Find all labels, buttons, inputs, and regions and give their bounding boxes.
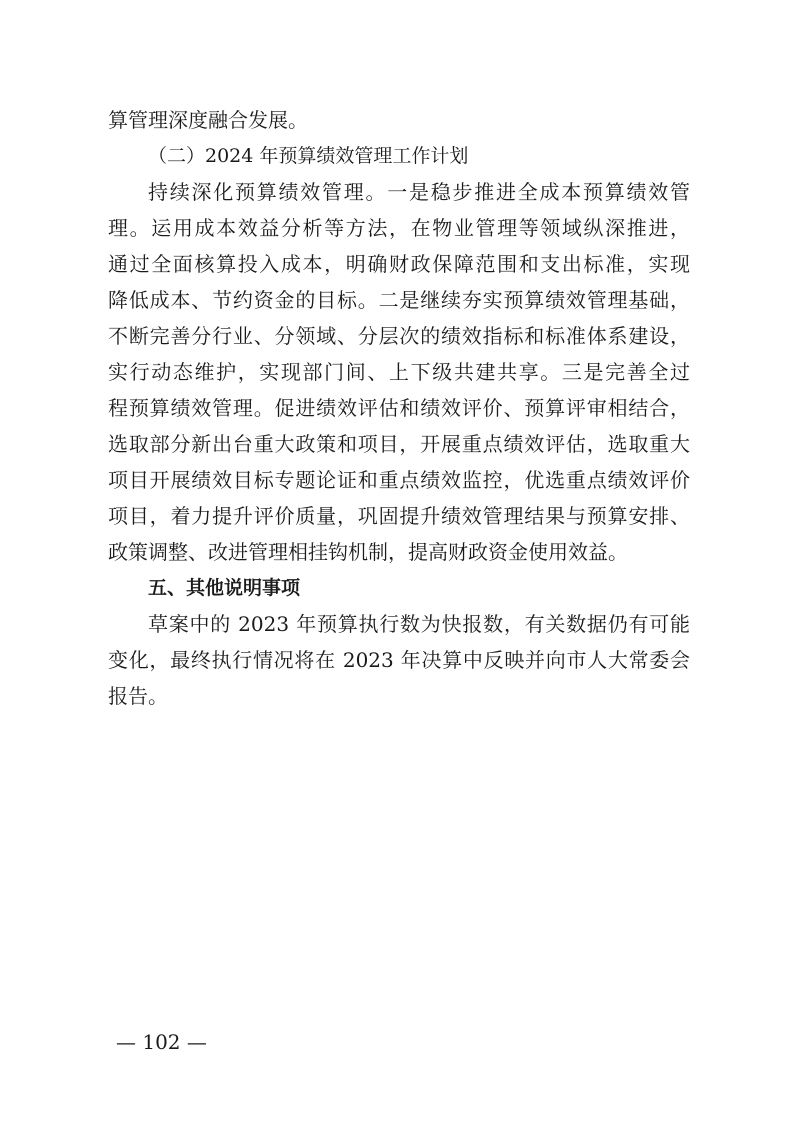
text-line-8: 实行动态维护，实现部门间、上下级共建共享。三是完善全过: [108, 360, 690, 384]
text-line-6: 降低成本、节约资金的目标。二是继续夯实预算绩效管理基础，: [108, 288, 690, 312]
sub-heading-2024-plan: （二）2024 年预算绩效管理工作计划: [148, 145, 469, 167]
text-line-9: 程预算绩效管理。促进绩效评估和绩效评价、预算评审相结合，: [108, 396, 690, 420]
text-line-3: 持续深化预算绩效管理。一是稳步推进全成本预算绩效管: [148, 180, 690, 204]
page-number: — 102 —: [116, 1030, 207, 1054]
text-line-10: 选取部分新出台重大政策和项目，开展重点绩效评估，选取重大: [108, 432, 690, 456]
text-line-4: 理。运用成本效益分析等方法，在物业管理等领域纵深推进，: [108, 216, 690, 240]
document-body: [108, 102, 690, 714]
text-line-11: 项目开展绩效目标专题论证和重点绩效监控，优选重点绩效评价: [108, 468, 690, 492]
text-line-17: 报告。: [108, 684, 168, 708]
section-heading-other-notes: 五、其他说明事项: [148, 577, 301, 599]
text-line-15: 草案中的 2023 年预算执行数为快报数，有关数据仍有可能: [148, 612, 690, 636]
text-line-7: 不断完善分行业、分领域、分层次的绩效指标和标准体系建设，: [108, 324, 690, 348]
text-line-16: 变化，最终执行情况将在 2023 年决算中反映并向市人大常委会: [108, 648, 690, 672]
text-line-12: 项目，着力提升评价质量，巩固提升绩效管理结果与预算安排、: [108, 504, 690, 528]
text-line-13: 政策调整、改进管理相挂钩机制，提高财政资金使用效益。: [108, 540, 628, 564]
text-line-5: 通过全面核算投入成本，明确财政保障范围和支出标准，实现: [108, 252, 690, 276]
text-line-1: 算管理深度融合发展。: [108, 108, 308, 132]
